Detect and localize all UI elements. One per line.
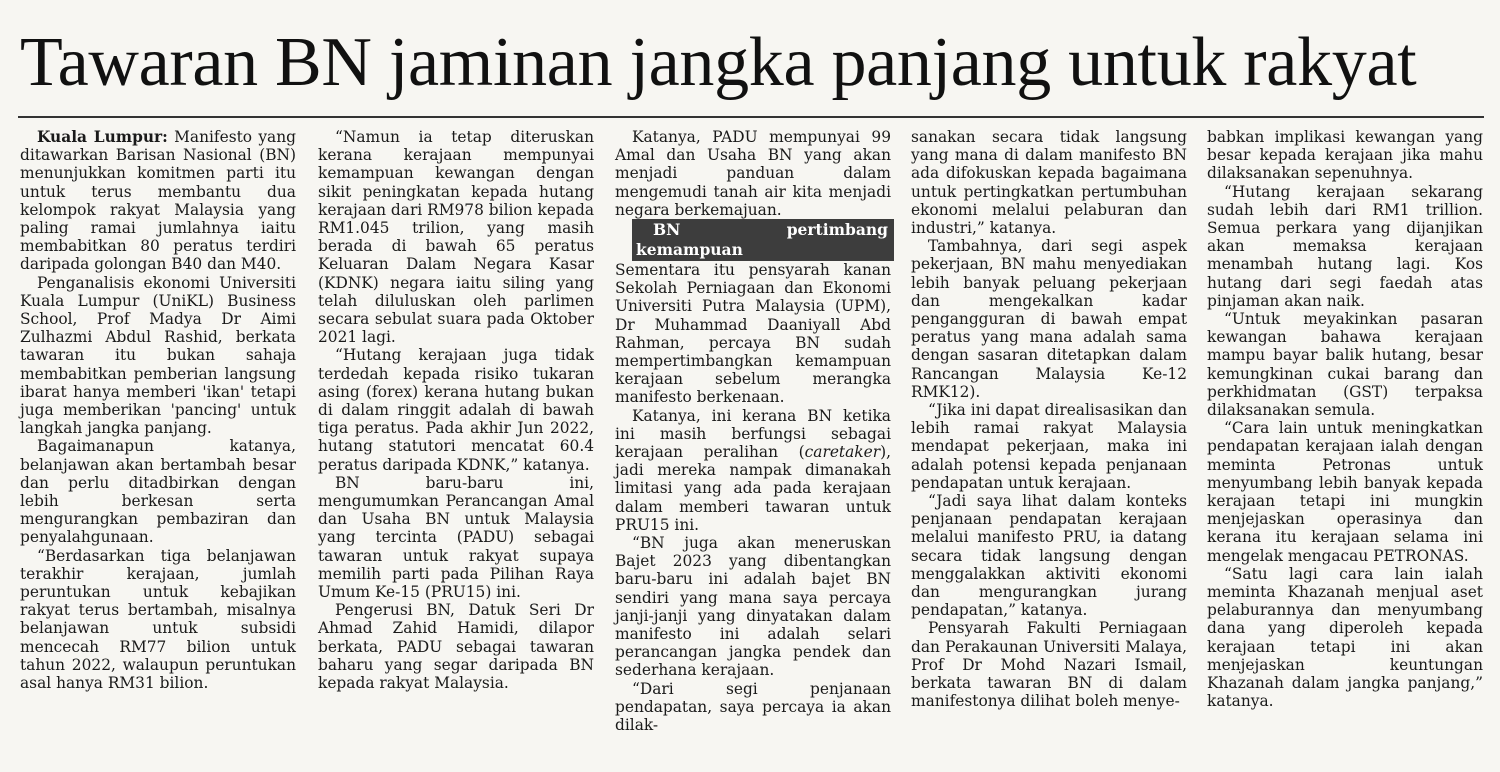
paragraph: Pengerusi BN, Datuk Seri Dr Ahmad Zahid Hamidi, dilapor berkata, PADU sebagai tawaran baharu yang segar daripada BN kepada rakyat Malaysia. xyxy=(318,601,594,693)
paragraph-text: Manifesto yang ditawarkan Barisan Nasional (BN) menunjukkan komitmen parti itu untuk terus membantu dua kelompok rakyat Malaysia yang paling ramai jumlahnya iaitu membabitkan 80 peratus terdiri daripada golongan B40 dan M40. xyxy=(20,128,296,274)
paragraph xyxy=(615,407,891,534)
paragraph: BN baru-baru ini, mengumumkan Perancangan Amal dan Usaha BN untuk Malaysia yang tercinta (PADU) sebagai tawaran untuk rakyat supaya memilih parti pada Pilihan Raya Umum Ke-15 (PRU15) ini. xyxy=(318,473,594,602)
paragraph: Tambahnya, dari segi aspek pekerjaan, BN mahu menyediakan lebih banyak peluang pekerjaan dan mengekalkan kadar pengangguran di bawah empat peratus yang mana adalah sama dengan sasaran ditetapkan dalam Rancangan Malaysia Ke-12 RMK12). xyxy=(911,237,1187,401)
paragraph: “Satu lagi cara lain ialah meminta Khazanah menjual aset pelaburannya dan menyumbang dana yang diperoleh kepada kerajaan tetapi ini akan menjejaskan keuntungan Khazanah dalam jangka panjang,” katanya. xyxy=(1207,564,1483,711)
article-column-4 xyxy=(911,128,1187,711)
headline-rule xyxy=(18,116,1484,118)
paragraph: Sementara itu pensyarah kanan Sekolah Perniagaan dan Ekonomi Universiti Putra Malaysia (UPM), Dr Muhammad Daaniyall Abd Rahman, percaya BN sudah mempertimbangkan kemampuan kerajaan sebelum merangka manifesto berkenaan. xyxy=(615,261,891,407)
paragraph: “Hutang kerajaan juga tidak terdedah kepada risiko tukaran asing (forex) kerana hutang bukan di dalam ringgit adalah di bawah tiga peratus. Pada akhir Jun 2022, hutang statutori mencatat 60.4 peratus daripada KDNK,” katanya. xyxy=(318,346,594,474)
paragraph: “Dari segi penjanaan pendapatan, saya percaya ia akan dilak- xyxy=(615,679,891,735)
paragraph: sanakan secara tidak langsung yang mana di dalam manifesto BN ada difokuskan kepada bagaimana untuk pertingkatkan pertumbuhan ekonomi melalui pelaburan dan industri,” katanya. xyxy=(911,128,1187,238)
article-column-5 xyxy=(1207,128,1483,711)
paragraph: Bagaimanapun katanya, belanjawan akan bertambah besar dan perlu ditadbirkan dengan lebih berkesan serta mengurangkan pembaziran dan penyalahgunaan. xyxy=(20,437,296,547)
dateline: Kuala Lumpur: xyxy=(37,128,168,146)
paragraph: Penganalisis ekonomi Universiti Kuala Lumpur (UniKL) Business School, Prof Madya Dr Aimi Zulhazmi Abdul Rashid, berkata tawaran itu bukan sahaja membabitkan pemberian langsung ibarat hanya memberi 'ikan' tetapi juga memberikan 'pancing' untuk langkah jangka panjang. xyxy=(20,273,296,438)
paragraph: “Namun ia tetap diteruskan kerana kerajaan mempunyai kemampuan kewangan dengan sikit peningkatan kepada hutang kerajaan dari RM978 bilion kepada RM1.045 trilion, yang masih berada di bawah 65 peratus Keluaran Dalam Negara Kasar (KDNK) negara iaitu siling yang telah diluluskan oleh parlimen secara sebulat suara pada Oktober 2021 lagi. xyxy=(318,128,594,347)
subheading: BN pertimbang kemampuan xyxy=(632,219,894,261)
paragraph: “Berdasarkan tiga belanjawan terakhir kerajaan, jumlah peruntukan untuk kebajikan rakyat terus bertambah, misalnya belanjawan untuk subsidi mencecah RM77 bilion untuk tahun 2022, walaupun peruntukan asal hanya RM31 bilion. xyxy=(20,546,296,693)
paragraph: babkan implikasi kewangan yang besar kepada kerajaan jika mahu dilaksanakan sepenuhnya. xyxy=(1207,128,1483,183)
article-column-3 xyxy=(615,128,891,734)
italic-term: caretaker xyxy=(804,443,881,462)
paragraph: “Cara lain untuk meningkatkan pendapatan kerajaan ialah dengan meminta Petronas untuk menyumbang lebih banyak kepada kerajaan tetapi ini mungkin menjejaskan operasinya dan kerana itu kerajaan selama ini mengelak mengacau PETRONAS. xyxy=(1207,419,1483,565)
paragraph: “Jika ini dapat direalisasikan dan lebih ramai rakyat Malaysia mendapat pekerjaan, maka ini adalah potensi kepada penjanaan pendapatan untuk kerajaan. xyxy=(911,401,1187,492)
paragraph: “Untuk meyakinkan pasaran kewangan bahawa kerajaan mampu bayar balik hutang, besar kemungkinan cukai barang dan perkhidmatan (GST) terpaksa dilaksanakan semula. xyxy=(1207,310,1483,420)
article-column-2 xyxy=(318,128,594,692)
paragraph-text: ), jadi mereka nampak dimanakah limitasi yang ada pada kerajaan dalam memberi tawaran untuk PRU15 ini. xyxy=(615,443,891,534)
headline: Tawaran BN jaminan jangka panjang untuk rakyat xyxy=(20,24,1417,101)
article-column-1 xyxy=(20,128,296,692)
paragraph: “BN juga akan meneruskan Bajet 2023 yang dibentangkan baru-baru ini adalah bajet BN sendiri yang mana saya percaya janji-janji yang dinyatakan dalam manifesto ini adalah selari perancangan jangka pendek dan sederhana kerajaan. xyxy=(615,534,891,680)
paragraph: “Jadi saya lihat dalam konteks penjanaan pendapatan kerajaan melalui manifesto PRU, ia datang secara tidak langsung dengan menggalakkan aktiviti ekonomi dan mengurangkan jurang pendapatan,” katanya. xyxy=(911,492,1187,620)
paragraph: Katanya, PADU mempunyai 99 Amal dan Usaha BN yang akan menjadi panduan dalam mengemudi tanah air kita menjadi negara berkemajuan. xyxy=(615,128,891,219)
paragraph-text: Katanya, ini kerana BN ketika ini masih berfungsi sebagai kerajaan peralihan ( xyxy=(615,406,891,462)
paragraph: Pensyarah Fakulti Perniagaan dan Perakaunan Universiti Malaya, Prof Dr Mohd Nazari Ismail, berkata tawaran BN di dalam manifestonya dilihat boleh menye- xyxy=(911,619,1187,711)
paragraph xyxy=(20,128,296,274)
subheading-row xyxy=(615,219,891,261)
paragraph: “Hutang kerajaan sekarang sudah lebih dari RM1 trillion. Semua perkara yang dijanjikan akan memaksa kerajaan menambah hutang lagi. Kos hutang dari segi faedah atas pinjaman akan naik. xyxy=(1207,182,1483,310)
